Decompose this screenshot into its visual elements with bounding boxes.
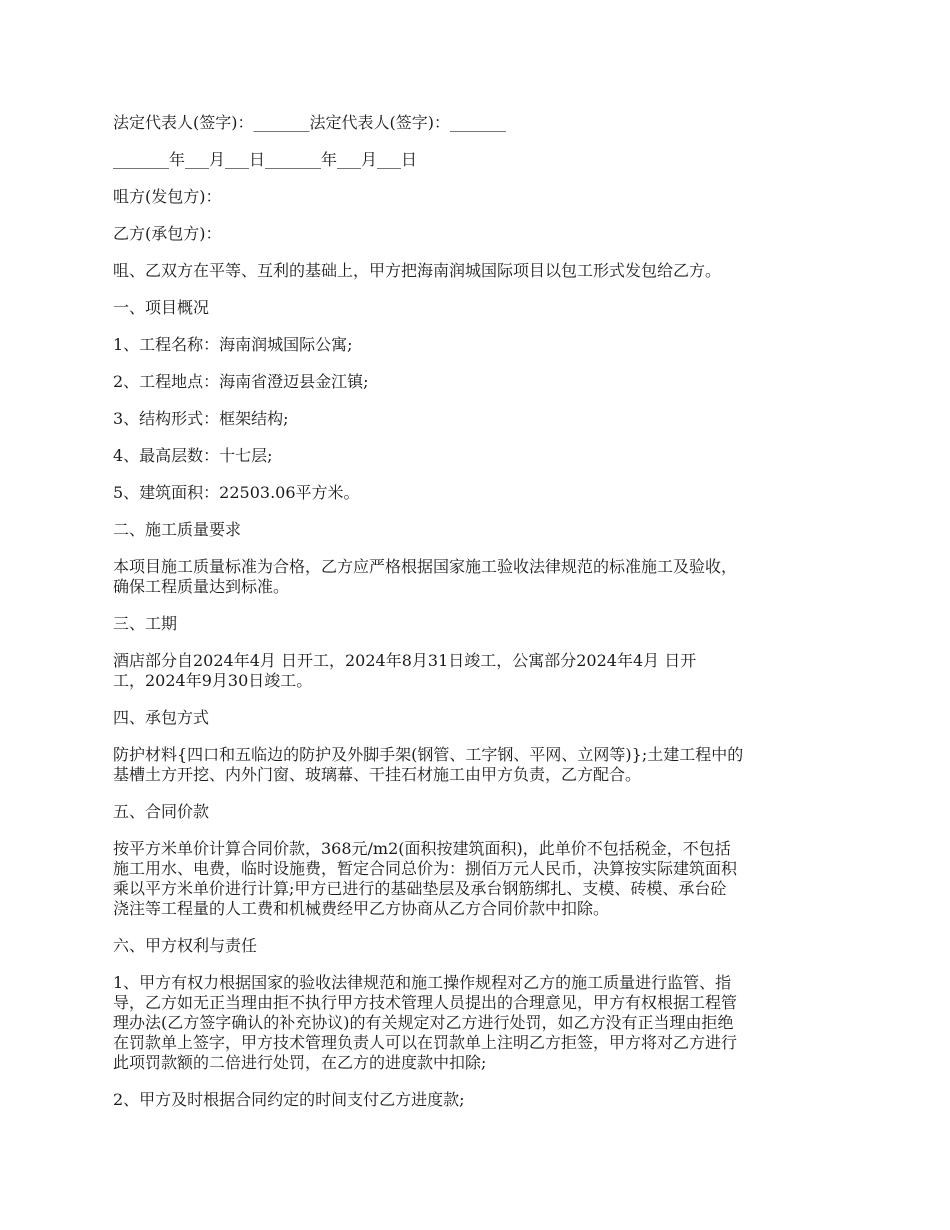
date-line: _______年___月___日_______年___月___日 xyxy=(113,150,418,169)
overview-item-area: 5、建筑面积：22503.06平方米。 xyxy=(113,483,360,502)
paragraph-line: 本项目施工质量标准为合格，乙方应严格根据国家施工验收法律规范的标准施工及验收， xyxy=(113,557,738,576)
overview-item-location: 2、工程地点：海南省澄迈县金江镇; xyxy=(113,372,369,391)
paragraph-line: 酒店部分自2024年4月 日开工，2024年8月31日竣工，公寓部分2024年4月 日开 xyxy=(113,651,697,670)
paragraph-line: 防护材料{四口和五临边的防护及外脚手架(钢管、工字钢、平网、立网等)};土建工程中的 xyxy=(113,745,744,764)
section-heading-quality: 二、施工质量要求 xyxy=(113,520,242,539)
paragraph-line: 理办法(乙方签字确认的补充协议)的有关规定对乙方进行处罚，如乙方没有正当理由拒绝 xyxy=(113,1013,734,1032)
signature-line: 法定代表人(签字)：_______法定代表人(签字)：_______ xyxy=(113,113,506,132)
paragraph-line: 工，2024年9月30日竣工。 xyxy=(113,671,313,690)
overview-item-structure: 3、结构形式：框架结构; xyxy=(113,409,289,428)
paragraph-line: 乘以平方米单价进行计算;甲方已进行的基础垫层及承台钢筋绑扎、支模、砖模、承台砼 xyxy=(113,879,727,898)
paragraph-line: 此项罚款额的二倍进行处罚，在乙方的进度款中扣除; xyxy=(113,1053,487,1072)
contracting-paragraph xyxy=(113,745,841,785)
section-heading-schedule: 三、工期 xyxy=(113,614,178,633)
section-heading-contracting: 四、承包方式 xyxy=(113,708,210,727)
schedule-paragraph xyxy=(113,651,841,691)
paragraph-line: 浇注等工程量的人工费和机械费经甲乙方协商从乙方合同价款中扣除。 xyxy=(113,899,610,918)
intro-paragraph: 咀、乙双方在平等、互利的基础上，甲方把海南润城国际项目以包工形式发包给乙方。 xyxy=(113,261,722,280)
paragraph-line: 1、甲方有权力根据国家的验收法律规范和施工操作规程对乙方的施工质量进行监管、指 xyxy=(113,973,732,992)
paragraph-line: 确保工程质量达到标准。 xyxy=(113,577,290,596)
section-heading-party-a-rights: 六、甲方权利与责任 xyxy=(113,936,258,955)
contract-document xyxy=(113,113,841,1127)
paragraph-line: 在罚款单上签字，甲方技术管理负责人可以在罚款单上注明乙方拒签，甲方将对乙方进行 xyxy=(113,1033,738,1052)
section-heading-overview: 一、项目概况 xyxy=(113,298,210,317)
paragraph-line: 导，乙方如无正当理由拒不执行甲方技术管理人员提出的合理意见，甲方有权根据工程管 xyxy=(113,993,738,1012)
overview-item-floors: 4、最高层数：十七层; xyxy=(113,446,273,465)
paragraph-line: 施工用水、电费，临时设施费，暂定合同总价为：捌佰万元人民币，决算按实际建筑面积 xyxy=(113,859,738,878)
section-heading-price: 五、合同价款 xyxy=(113,802,210,821)
party-a-line: 咀方(发包方)： xyxy=(113,187,222,206)
paragraph-line: 基槽土方开挖、内外门窗、玻璃幕、干挂石材施工由甲方负责，乙方配合。 xyxy=(113,765,642,784)
overview-item-name: 1、工程名称：海南润城国际公寓; xyxy=(113,335,353,354)
quality-paragraph xyxy=(113,557,841,597)
rights-item-2: 2、甲方及时根据合同约定的时间支付乙方进度款; xyxy=(113,1090,465,1109)
party-b-line: 乙方(承包方)： xyxy=(113,224,222,243)
rights-item-1-paragraph xyxy=(113,973,841,1073)
price-paragraph xyxy=(113,839,841,919)
paragraph-line: 按平方米单价计算合同价款，368元/m2(面积按建筑面积)，此单价不包括税金，不包括 xyxy=(113,839,731,858)
